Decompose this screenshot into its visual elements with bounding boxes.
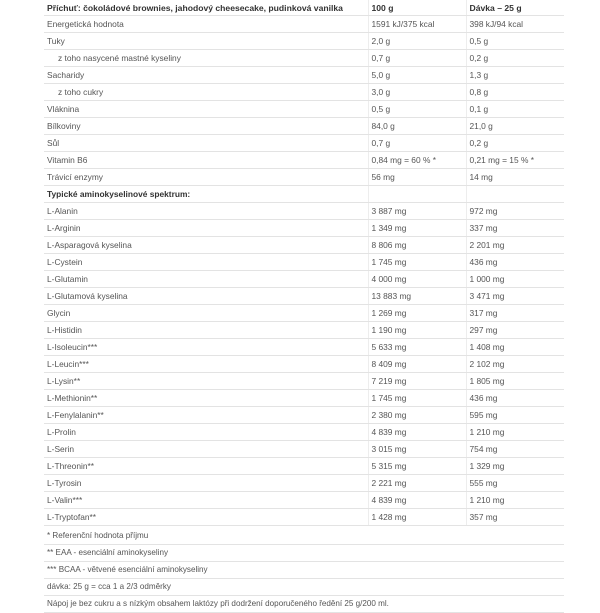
nutrient-name: Trávicí enzymy bbox=[44, 169, 368, 186]
value-per-dose: 1 329 mg bbox=[466, 458, 564, 475]
amino-row bbox=[44, 458, 564, 475]
amino-row bbox=[44, 475, 564, 492]
nutrient-name: z toho cukry bbox=[44, 84, 368, 101]
nutrient-name: L-Glutamová kyselina bbox=[44, 288, 368, 305]
value-per-100g: 1 349 mg bbox=[368, 220, 466, 237]
footnote: ** EAA - esenciální aminokyseliny bbox=[44, 545, 564, 562]
footnote: dávka: 25 g = cca 1 a 2/3 odměrky bbox=[44, 579, 564, 596]
value-per-100g: 2 221 mg bbox=[368, 475, 466, 492]
nutrient-name: L-Tyrosin bbox=[44, 475, 368, 492]
value-per-100g: 8 409 mg bbox=[368, 356, 466, 373]
nutrient-name: L-Isoleucin*** bbox=[44, 339, 368, 356]
value-per-100g: 4 839 mg bbox=[368, 492, 466, 509]
empty-cell bbox=[466, 186, 564, 203]
value-per-dose: 436 mg bbox=[466, 254, 564, 271]
value-per-100g: 4 839 mg bbox=[368, 424, 466, 441]
nutrient-name: L-Leucin*** bbox=[44, 356, 368, 373]
value-per-dose: 0,5 g bbox=[466, 33, 564, 50]
amino-section-row bbox=[44, 186, 564, 203]
value-per-100g: 1 269 mg bbox=[368, 305, 466, 322]
amino-row bbox=[44, 203, 564, 220]
nutrition-row bbox=[44, 50, 564, 67]
value-per-dose: 0,2 g bbox=[466, 50, 564, 67]
nutrition-row bbox=[44, 152, 564, 169]
nutrient-name: L-Alanin bbox=[44, 203, 368, 220]
value-per-100g: 7 219 mg bbox=[368, 373, 466, 390]
value-per-100g: 5 633 mg bbox=[368, 339, 466, 356]
value-per-100g: 2,0 g bbox=[368, 33, 466, 50]
nutrition-row bbox=[44, 16, 564, 33]
nutrient-name: Energetická hodnota bbox=[44, 16, 368, 33]
nutrient-name: L-Histidin bbox=[44, 322, 368, 339]
footnote: *** BCAA - větvené esenciální aminokyseliny bbox=[44, 562, 564, 579]
amino-row bbox=[44, 305, 564, 322]
nutrition-facts bbox=[44, 0, 564, 613]
value-per-dose: 1 000 mg bbox=[466, 271, 564, 288]
amino-row bbox=[44, 424, 564, 441]
value-per-dose: 21,0 g bbox=[466, 118, 564, 135]
value-per-dose: 754 mg bbox=[466, 441, 564, 458]
nutrient-name: z toho nasycené mastné kyseliny bbox=[44, 50, 368, 67]
table-header-row bbox=[44, 0, 564, 16]
nutrition-row bbox=[44, 135, 564, 152]
value-per-dose: 317 mg bbox=[466, 305, 564, 322]
value-per-100g: 3 015 mg bbox=[368, 441, 466, 458]
empty-cell bbox=[368, 186, 466, 203]
value-per-dose: 398 kJ/94 kcal bbox=[466, 16, 564, 33]
value-per-100g: 2 380 mg bbox=[368, 407, 466, 424]
value-per-dose: 0,21 mg = 15 % * bbox=[466, 152, 564, 169]
value-per-dose: 0,8 g bbox=[466, 84, 564, 101]
amino-row bbox=[44, 271, 564, 288]
amino-row bbox=[44, 373, 564, 390]
nutrient-name: Sůl bbox=[44, 135, 368, 152]
amino-row bbox=[44, 356, 564, 373]
amino-row bbox=[44, 407, 564, 424]
value-per-dose: 3 471 mg bbox=[466, 288, 564, 305]
value-per-dose: 436 mg bbox=[466, 390, 564, 407]
nutrition-row bbox=[44, 118, 564, 135]
value-per-dose: 0,1 g bbox=[466, 101, 564, 118]
value-per-dose: 297 mg bbox=[466, 322, 564, 339]
nutrient-name: Vláknina bbox=[44, 101, 368, 118]
nutrition-row bbox=[44, 101, 564, 118]
value-per-dose: 1,3 g bbox=[466, 67, 564, 84]
footnote: * Referenční hodnota příjmu bbox=[44, 528, 564, 545]
value-per-100g: 5 315 mg bbox=[368, 458, 466, 475]
nutrient-name: L-Asparagová kyselina bbox=[44, 237, 368, 254]
column-header-100g: 100 g bbox=[368, 0, 466, 16]
value-per-dose: 1 805 mg bbox=[466, 373, 564, 390]
value-per-100g: 13 883 mg bbox=[368, 288, 466, 305]
value-per-100g: 1 428 mg bbox=[368, 509, 466, 526]
value-per-100g: 5,0 g bbox=[368, 67, 466, 84]
amino-row bbox=[44, 390, 564, 407]
value-per-dose: 555 mg bbox=[466, 475, 564, 492]
value-per-dose: 1 408 mg bbox=[466, 339, 564, 356]
amino-row bbox=[44, 509, 564, 526]
value-per-dose: 357 mg bbox=[466, 509, 564, 526]
value-per-100g: 3 887 mg bbox=[368, 203, 466, 220]
nutrition-row bbox=[44, 84, 564, 101]
value-per-dose: 337 mg bbox=[466, 220, 564, 237]
value-per-dose: 14 mg bbox=[466, 169, 564, 186]
value-per-100g: 56 mg bbox=[368, 169, 466, 186]
value-per-100g: 3,0 g bbox=[368, 84, 466, 101]
value-per-dose: 595 mg bbox=[466, 407, 564, 424]
nutrient-name: L-Valin*** bbox=[44, 492, 368, 509]
value-per-100g: 1591 kJ/375 kcal bbox=[368, 16, 466, 33]
flavor-label: Příchuť: čokoládové brownies, jahodový cheesecake, pudinková vanilka bbox=[44, 0, 368, 16]
value-per-dose: 1 210 mg bbox=[466, 424, 564, 441]
value-per-100g: 84,0 g bbox=[368, 118, 466, 135]
value-per-dose: 1 210 mg bbox=[466, 492, 564, 509]
value-per-100g: 1 745 mg bbox=[368, 390, 466, 407]
nutrient-name: L-Fenylalanin** bbox=[44, 407, 368, 424]
nutrient-name: L-Lysin** bbox=[44, 373, 368, 390]
value-per-100g: 8 806 mg bbox=[368, 237, 466, 254]
value-per-100g: 4 000 mg bbox=[368, 271, 466, 288]
value-per-dose: 2 102 mg bbox=[466, 356, 564, 373]
nutrition-table bbox=[44, 0, 564, 526]
nutrient-name: Tuky bbox=[44, 33, 368, 50]
value-per-100g: 0,84 mg = 60 % * bbox=[368, 152, 466, 169]
value-per-100g: 1 190 mg bbox=[368, 322, 466, 339]
nutrient-name: L-Threonin** bbox=[44, 458, 368, 475]
nutrient-name: Glycin bbox=[44, 305, 368, 322]
amino-row bbox=[44, 254, 564, 271]
nutrient-name: L-Cystein bbox=[44, 254, 368, 271]
nutrient-name: Bílkoviny bbox=[44, 118, 368, 135]
value-per-100g: 0,7 g bbox=[368, 50, 466, 67]
amino-row bbox=[44, 237, 564, 254]
nutrient-name: Vitamin B6 bbox=[44, 152, 368, 169]
nutrient-name: L-Tryptofan** bbox=[44, 509, 368, 526]
amino-row bbox=[44, 220, 564, 237]
amino-row bbox=[44, 322, 564, 339]
nutrient-name: L-Arginin bbox=[44, 220, 368, 237]
value-per-100g: 0,5 g bbox=[368, 101, 466, 118]
nutrient-name: L-Methionin** bbox=[44, 390, 368, 407]
value-per-dose: 0,2 g bbox=[466, 135, 564, 152]
footnotes bbox=[44, 528, 564, 613]
amino-row bbox=[44, 492, 564, 509]
amino-row bbox=[44, 288, 564, 305]
value-per-100g: 0,7 g bbox=[368, 135, 466, 152]
nutrition-row bbox=[44, 33, 564, 50]
amino-row bbox=[44, 339, 564, 356]
nutrition-row bbox=[44, 169, 564, 186]
amino-section-title: Typické aminokyselinové spektrum: bbox=[44, 186, 368, 203]
value-per-100g: 1 745 mg bbox=[368, 254, 466, 271]
nutrient-name: L-Serin bbox=[44, 441, 368, 458]
nutrient-name: L-Prolin bbox=[44, 424, 368, 441]
nutrient-name: Sacharidy bbox=[44, 67, 368, 84]
footnote: Nápoj je bez cukru a s nízkým obsahem laktózy při dodržení doporučeného ředění 25 g/200 ml. bbox=[44, 596, 564, 613]
amino-row bbox=[44, 441, 564, 458]
nutrition-row bbox=[44, 67, 564, 84]
nutrient-name: L-Glutamin bbox=[44, 271, 368, 288]
value-per-dose: 972 mg bbox=[466, 203, 564, 220]
value-per-dose: 2 201 mg bbox=[466, 237, 564, 254]
column-header-dose: Dávka – 25 g bbox=[466, 0, 564, 16]
